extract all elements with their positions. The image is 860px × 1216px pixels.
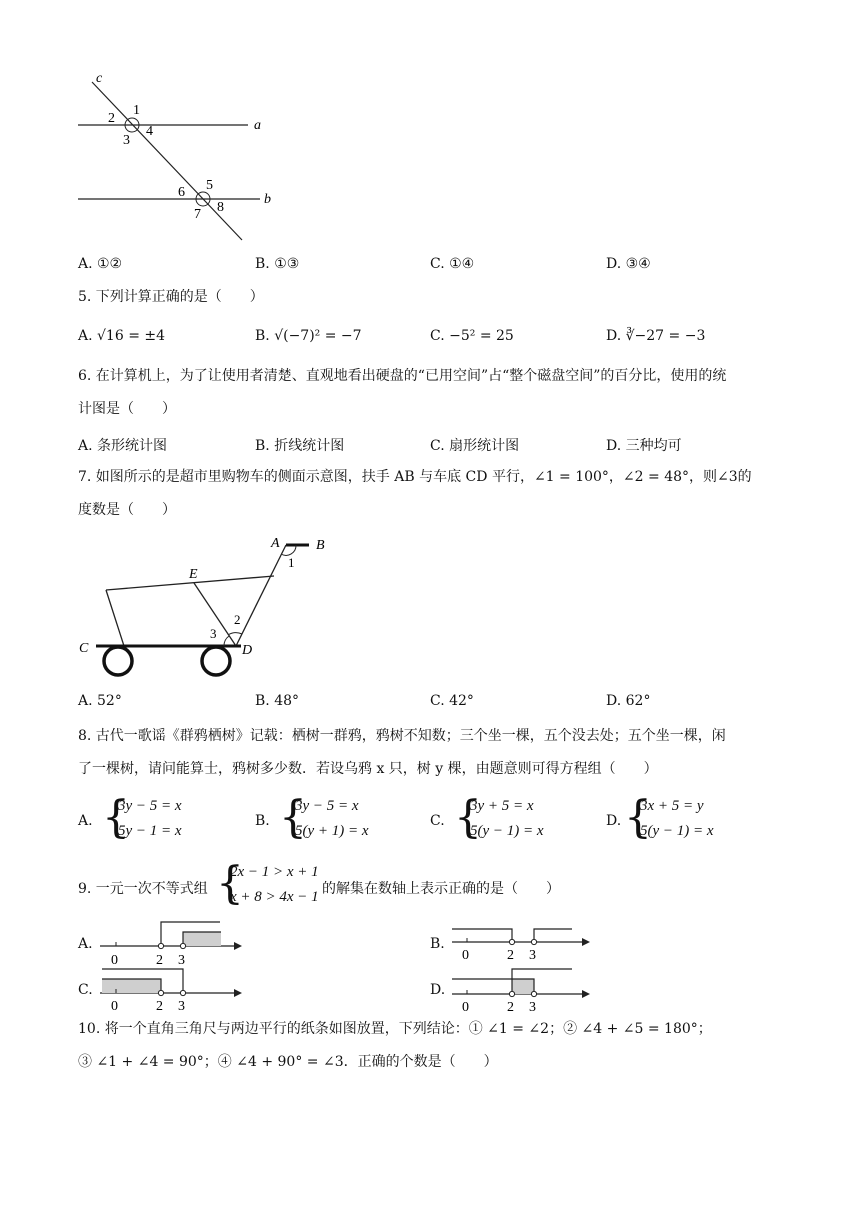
brace-icon: {: [624, 792, 652, 843]
equation-1: 3y − 5 = x: [118, 798, 182, 814]
q9-option-a-label[interactable]: A.: [78, 936, 93, 952]
q10-stem-line1: 10. 将一个直角三角尺与两边平行的纸条如图放置，下列结论：① ∠1 = ∠2；② ∠4 + ∠5 = 180°；: [78, 1021, 712, 1037]
shaded-region: [183, 932, 221, 946]
q5-stem: 5. 下列计算正确的是（ ）: [78, 289, 264, 305]
open-circle-2: [509, 939, 514, 944]
equation-2: 5(y + 1) = x: [295, 823, 369, 839]
line-c: [92, 82, 242, 240]
tick-label-3: 3: [529, 1000, 536, 1015]
angle-label-8: 8: [217, 200, 224, 215]
q6-option-c[interactable]: C. 扇形统计图: [430, 438, 520, 454]
option-label: C.: [430, 813, 445, 829]
parallel-lines-figure: [70, 70, 290, 250]
tick-label-0: 0: [462, 948, 469, 963]
equation-1: 3x + 5 = y: [640, 798, 704, 814]
axis-arrow-icon: [234, 942, 242, 950]
label-B: B: [316, 538, 325, 553]
equation-1: 3y + 5 = x: [470, 798, 534, 814]
open-circle-3: [531, 939, 536, 944]
shaded-region: [102, 979, 161, 993]
q10-stem-line2: ③ ∠1 + ∠4 = 90°；④ ∠4 + 90° = ∠3．正确的个数是（ ）: [78, 1054, 498, 1070]
angle-label-3: 3: [123, 133, 130, 148]
q9-option-d-number-line[interactable]: [452, 966, 592, 1016]
angle-2-arc: [228, 633, 242, 635]
angle-label-1: 1: [133, 103, 140, 118]
open-circle-3: [180, 943, 185, 948]
q9-suffix: 的解集在数轴上表示正确的是（ ）: [322, 881, 560, 897]
q7-option-a[interactable]: A. 52°: [78, 693, 122, 709]
q6-option-b[interactable]: B. 折线统计图: [255, 438, 345, 454]
tick-label-2: 2: [156, 999, 163, 1014]
shaded-region: [512, 979, 534, 994]
q9-option-c-number-line[interactable]: [100, 966, 240, 1016]
q4-option-a[interactable]: A. ①②: [78, 256, 123, 272]
angle-label-5: 5: [206, 178, 213, 193]
q6-stem-line2: 计图是（ ）: [78, 401, 176, 417]
q9-option-b-number-line[interactable]: [452, 920, 592, 970]
tick-label-2: 2: [156, 953, 163, 968]
q5-option-c[interactable]: C. −5² = 25: [430, 328, 514, 344]
q6-option-a[interactable]: A. 条形统计图: [78, 438, 168, 454]
q8-stem-line2: 了一棵树，请问能算士，鸦树多少数．若设乌鸦 x 只，树 y 棵，由题意则可得方程组（ ）: [78, 761, 658, 777]
angle-label-6: 6: [178, 185, 185, 200]
q9-option-a-number-line[interactable]: [100, 920, 240, 970]
open-circle-2: [158, 943, 163, 948]
q7-stem-line2: 度数是（ ）: [78, 502, 176, 518]
angle-label-4: 4: [146, 124, 153, 139]
q4-option-d[interactable]: D. ③④: [606, 256, 651, 272]
basket-front: [106, 590, 124, 646]
angle-label-7: 7: [194, 207, 201, 222]
angle-label-2: 2: [108, 111, 115, 126]
equation-2: 5y − 1 = x: [118, 823, 182, 839]
brace-icon: {: [216, 858, 244, 909]
q8-stem-line1: 8. 古代一歌谣《群鸦栖树》记载：栖树一群鸦，鸦树不知数；三个坐一棵，五个没去处；五个坐一棵，闲: [78, 728, 726, 744]
q5-option-d[interactable]: D. ∛−27 = −3: [606, 328, 706, 344]
label-C: C: [79, 641, 89, 656]
equation-2: 5(y − 1) = x: [470, 823, 544, 839]
q4-option-b[interactable]: B. ①③: [255, 256, 300, 272]
q9-inequality-1: 2x − 1 > x + 1: [230, 864, 319, 880]
open-circle-3: [531, 991, 536, 996]
wheel-back: [202, 647, 230, 675]
tick-label-0: 0: [111, 999, 118, 1014]
label-D: D: [242, 643, 253, 658]
q6-option-d[interactable]: D. 三种均可: [606, 438, 682, 454]
tick-label-3: 3: [529, 948, 536, 963]
q9-inequality-2: x + 8 > 4x − 1: [230, 889, 319, 905]
option-label: D.: [606, 813, 622, 829]
open-circle-2: [509, 991, 514, 996]
q9-stem: [78, 858, 778, 912]
q9-option-c-label[interactable]: C.: [78, 982, 93, 998]
q7-option-b[interactable]: B. 48°: [255, 693, 300, 709]
label-b: b: [264, 192, 271, 207]
q9-prefix: 9. 一元一次不等式组: [78, 881, 208, 897]
q5-option-b[interactable]: B. √(−7)² = −7: [255, 328, 362, 344]
tick-label-3: 3: [178, 953, 185, 968]
q5-option-a[interactable]: A. √16 = ±4: [78, 328, 166, 344]
label-A: A: [271, 536, 280, 551]
q4-option-c[interactable]: C. ①④: [430, 256, 475, 272]
equation-2: 5(y − 1) = x: [640, 823, 714, 839]
axis-arrow-icon: [582, 938, 590, 946]
solution-bracket-left: [452, 929, 512, 942]
equation-1: 3y − 5 = x: [295, 798, 359, 814]
tick-label-0: 0: [462, 1000, 469, 1015]
q7-stem-line1: 7. 如图所示的是超市里购物车的侧面示意图，扶手 AB 与车底 CD 平行，∠1 = 100°，∠2 = 48°，则∠3的: [78, 469, 752, 485]
label-angle-2: 2: [234, 612, 241, 627]
label-a: a: [254, 118, 261, 133]
q7-option-c[interactable]: C. 42°: [430, 693, 474, 709]
open-circle-2: [158, 990, 163, 995]
label-E: E: [189, 567, 198, 582]
q9-option-d-label[interactable]: D.: [430, 982, 446, 998]
wheel-front: [104, 647, 132, 675]
tick-label-3: 3: [178, 999, 185, 1014]
open-circle-3: [180, 990, 185, 995]
q9-option-b-label[interactable]: B.: [430, 936, 445, 952]
option-label: A.: [78, 813, 93, 829]
tick-label-2: 2: [507, 948, 514, 963]
axis-arrow-icon: [234, 989, 242, 997]
label-c: c: [96, 71, 103, 86]
q6-stem-line1: 6. 在计算机上，为了让使用者清楚、直观地看出硬盘的“已用空间”占“整个磁盘空间”的百分比，使用的统: [78, 368, 727, 384]
axis-arrow-icon: [582, 990, 590, 998]
brace-icon: {: [279, 792, 307, 843]
label-angle-1: 1: [288, 555, 295, 570]
tick-label-2: 2: [507, 1000, 514, 1015]
brace-icon: {: [102, 792, 130, 843]
shopping-cart-figure: [76, 532, 356, 682]
brace-icon: {: [454, 792, 482, 843]
label-angle-3: 3: [210, 626, 217, 641]
handle-rod: [236, 545, 286, 646]
solution-bracket-right: [534, 929, 572, 942]
tick-label-0: 0: [111, 953, 118, 968]
option-label: B.: [255, 813, 270, 829]
q7-option-d[interactable]: D. 62°: [606, 693, 651, 709]
